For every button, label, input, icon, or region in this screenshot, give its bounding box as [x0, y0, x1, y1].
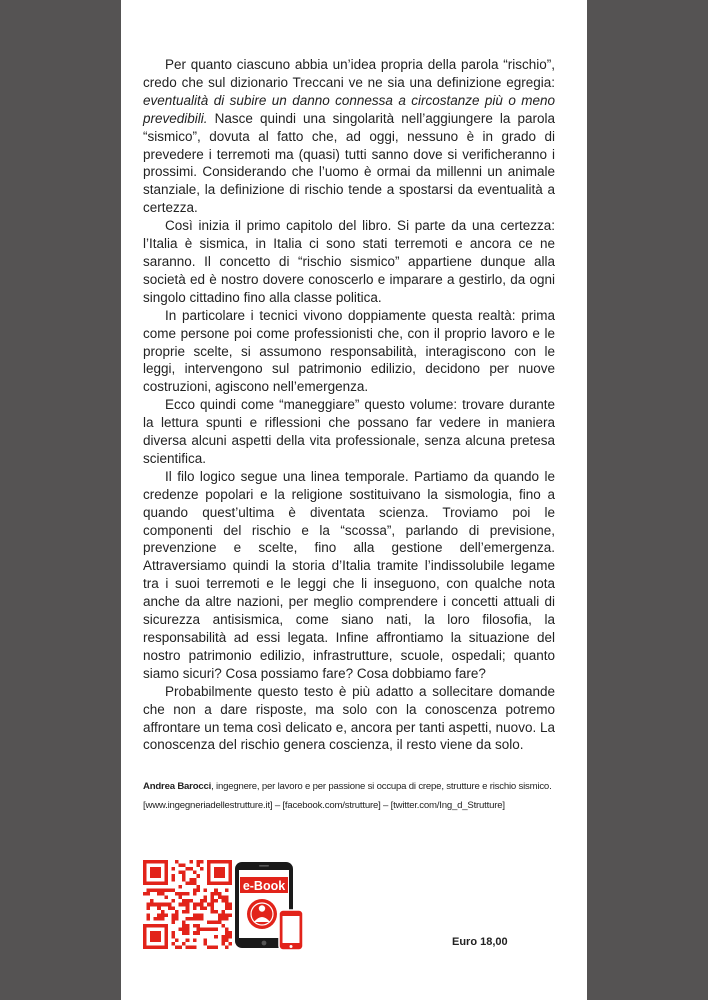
price-label: Euro 18,00: [452, 936, 508, 948]
paragraph-5: Il filo logico segue una linea temporale. Partiamo da quando le credenze popolari e la religione sostituivano la sismologia, fino a quando quest’ultima è diventata scienza. Troviamo poi le componenti del rischio e la “scossa”, parlando di previsione, prevenzione e scelte, fino alla gestione dell’emergenza. Attraversiamo quindi la storia d’Italia tramite l’indissolubile legame tra i suoi terremoti e le leggi che li inseguono, con qualche nota anche da altre nazioni, per meglio comprendere i concetti attuali di sicurezza antisismica, come siano nati, la loro filosofia, la responsabilità ad essi legata. Infine affrontiamo la situazione del nostro patrimonio edilizio, infrastrutture, scuole, ospedali; quanto siamo sicuri? Cosa possiamo fare? Cosa dobbiamo fare?: [143, 468, 555, 681]
ebook-label: e-Book: [242, 879, 286, 893]
twitter-link[interactable]: [twitter.com/Ing_d_Strutture]: [390, 800, 505, 811]
author-links: [143, 799, 583, 813]
facebook-link[interactable]: [facebook.com/strutture]: [282, 800, 381, 811]
paragraph-1: [143, 56, 555, 217]
paragraph-2: Così inizia il primo capitolo del libro. Si parte da una certezza: l’Italia è sismica, in Italia ci sono stati terremoti e ancora ce ne saranno. Il concetto di “rischio sismico” appartiene dunque alla società ed è nostro dovere conoscerlo e imparare a gestirlo, da ogni singolo cittadino fino alla classe politica.: [143, 218, 555, 305]
back-cover-page: [121, 0, 587, 1000]
treccani-definition: eventualità di subire un danno connessa a circostanze più o meno prevedibili.: [143, 92, 555, 126]
paragraph-6: Probabilmente questo testo è più adatto a sollecitare domande che non a dare risposte, ma solo con la conoscenza potremo affrontare un tema così delicato e, ancora per tanti aspetti, nuovo. La conoscenza del rischio genera coscienza, il resto viene da solo.: [143, 683, 555, 753]
link-separator: –: [272, 800, 283, 811]
paragraph-4: Ecco quindi come “maneggiare” questo volume: trovare durante la lettura spunti e riflessioni che possano far vedere in maniera diversa alcuni aspetti della vita professionale, senza alcuna pretesa scientifica.: [143, 397, 555, 466]
paragraph-1-continuation: Nasce quindi una singolarità nell’aggiungere la parola “sismico”, dovuta al fatto che, ad oggi, nessuno è in grado di prevedere i terremoti ma (quasi) tutti sanno dove si verificheranno i prossimi. Considerando che l’uomo è ormai da millenni un animale stanziale, la definizione di rischio tende a spostarsi da eventualità a certezza.: [143, 110, 555, 216]
paragraph-1-text: Per quanto ciascuno abbia un’idea propria della parola “rischio”, credo che sul dizionario Treccani ve ne sia una definizione egregia:: [143, 57, 555, 90]
body-text: [143, 56, 555, 754]
link-separator: –: [380, 800, 391, 811]
author-name: Andrea Barocci: [143, 781, 212, 792]
author-bio: [143, 780, 583, 794]
ebook-devices-icon: [233, 860, 305, 952]
paragraph-3: In particolare i tecnici vivono doppiamente questa realtà: prima come persone poi come professionisti che, con il proprio lavoro e le proprie scelte, si assumono responsabilità, interagiscono con le leggi, intervengono sul patrimonio edilizio, decidono per nuove costruzioni, agiscono nell’emergenza.: [143, 307, 555, 395]
qr-code-icon[interactable]: [143, 860, 232, 949]
website-link[interactable]: [www.ingegneriadellestrutture.it]: [143, 800, 273, 811]
author-description: , ingegnere, per lavoro e per passione si occupa di crepe, strutture e rischio sismico.: [211, 781, 552, 792]
